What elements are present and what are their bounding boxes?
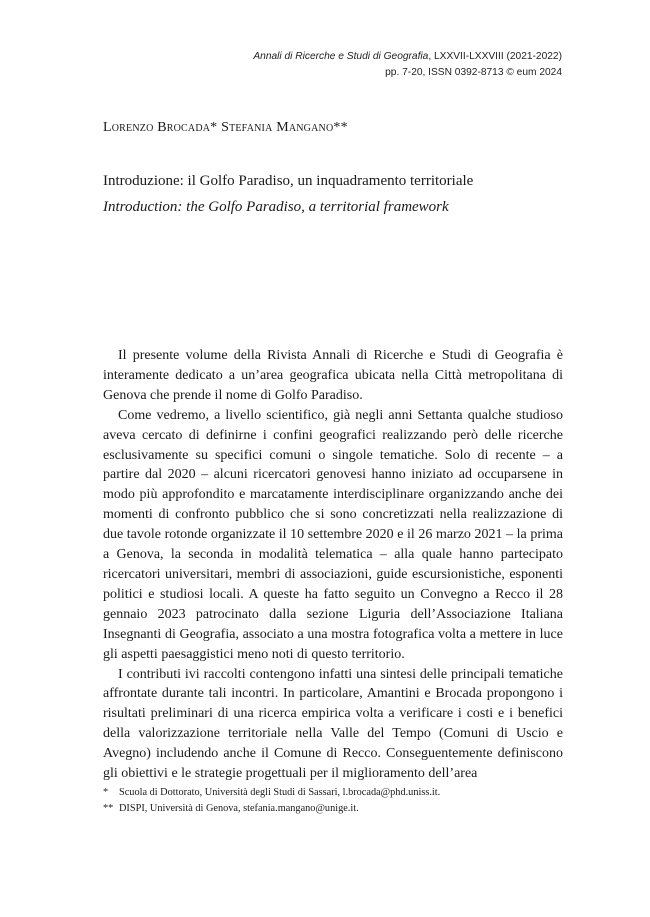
footnote: [103, 785, 573, 801]
body-paragraph: I contributi ivi raccolti contengono infatti una sintesi delle principali tematiche affrontate durante tali incontri. In particolare, Amantini e Brocada propongono i risultati preliminari di una ricerca empirica volta a verificare i costi e i benefici della valorizzazione territoriale nella Valle del Tempo (Comuni di Uscio e Avegno) includendo anche il Comune di Recco. Conseguentemente definiscono gli obiettivi e le strategie progettuali per il miglioramento dell’area: [103, 666, 563, 782]
footnote-mark: **: [103, 803, 114, 814]
author-name: Lorenzo Brocada: [103, 120, 211, 135]
footnote-text: DISPI, Università di Genova, stefania.mangano@unige.it.: [119, 803, 359, 814]
body-paragraph: Come vedremo, a livello scientifico, già negli anni Settanta qualche studioso aveva cercato di definirne i confini geografici realizzando però delle ricerche esclusivamente su specifici comuni o singole tematiche. Solo di recente – a partire dal 2020 – alcuni ricercatori genovesi hanno iniziato ad occuparsene in modo più approfondito e marcatamente interdisciplinare organizzando anche dei momenti di confronto pubblico che si sono concretizzati nella realizzazione di due tavole rotonde organizzate il 10 settembre 2020 e il 26 marzo 2021 – la prima a Genova, la seconda in modalità telematica – alla quale hanno partecipato ricercatori universitari, membri di associazioni, guide escursionistiche, esponenti politici e studiosi locali. A queste ha fatto seguito un Convegno a Recco il 28 gennaio 2023 patrocinato dalla sezione Liguria dell’Associazione Italiana Insegnanti di Geografia, associato a una mostra fotografica volta a mettere in luce gli aspetti paesaggistici meno noti di questo territorio.: [103, 407, 563, 662]
article-body: [103, 346, 563, 784]
article-titles: [103, 168, 473, 220]
footnote-text: Scuola di Dottorato, Università degli Studi di Sassari, l.brocada@phd.uniss.it.: [119, 787, 441, 798]
header-journal-line: [253, 49, 562, 65]
author-footnote-mark: **: [333, 120, 348, 135]
body-paragraph: Il presente volume della Rivista Annali di Ricerche e Studi di Geografia è interamente dedicato a un’area geografica ubicata nella Città metropolitana di Genova che prende il nome di Golfo Paradiso.: [103, 348, 563, 403]
author-footnote-mark: *: [210, 120, 218, 135]
running-header: [253, 49, 562, 81]
article-title-english: Introduction: the Golfo Paradiso, a territorial framework: [103, 199, 449, 215]
author-name: Stefania Mangano: [221, 120, 334, 135]
footnote-mark: *: [103, 787, 109, 798]
journal-volume: , LXXVII-LXXVIII (2021-2022): [428, 51, 562, 62]
journal-title: Annali di Ricerche e Studi di Geografia: [253, 51, 429, 62]
footnotes: [103, 785, 573, 817]
author-line: [103, 120, 348, 136]
article-title-italian: Introduzione: il Golfo Paradiso, un inquadramento territoriale: [103, 173, 474, 189]
footnote: [103, 801, 573, 817]
header-pages: pp. 7-20, ISSN 0392-8713 © eum 2024: [385, 67, 562, 78]
